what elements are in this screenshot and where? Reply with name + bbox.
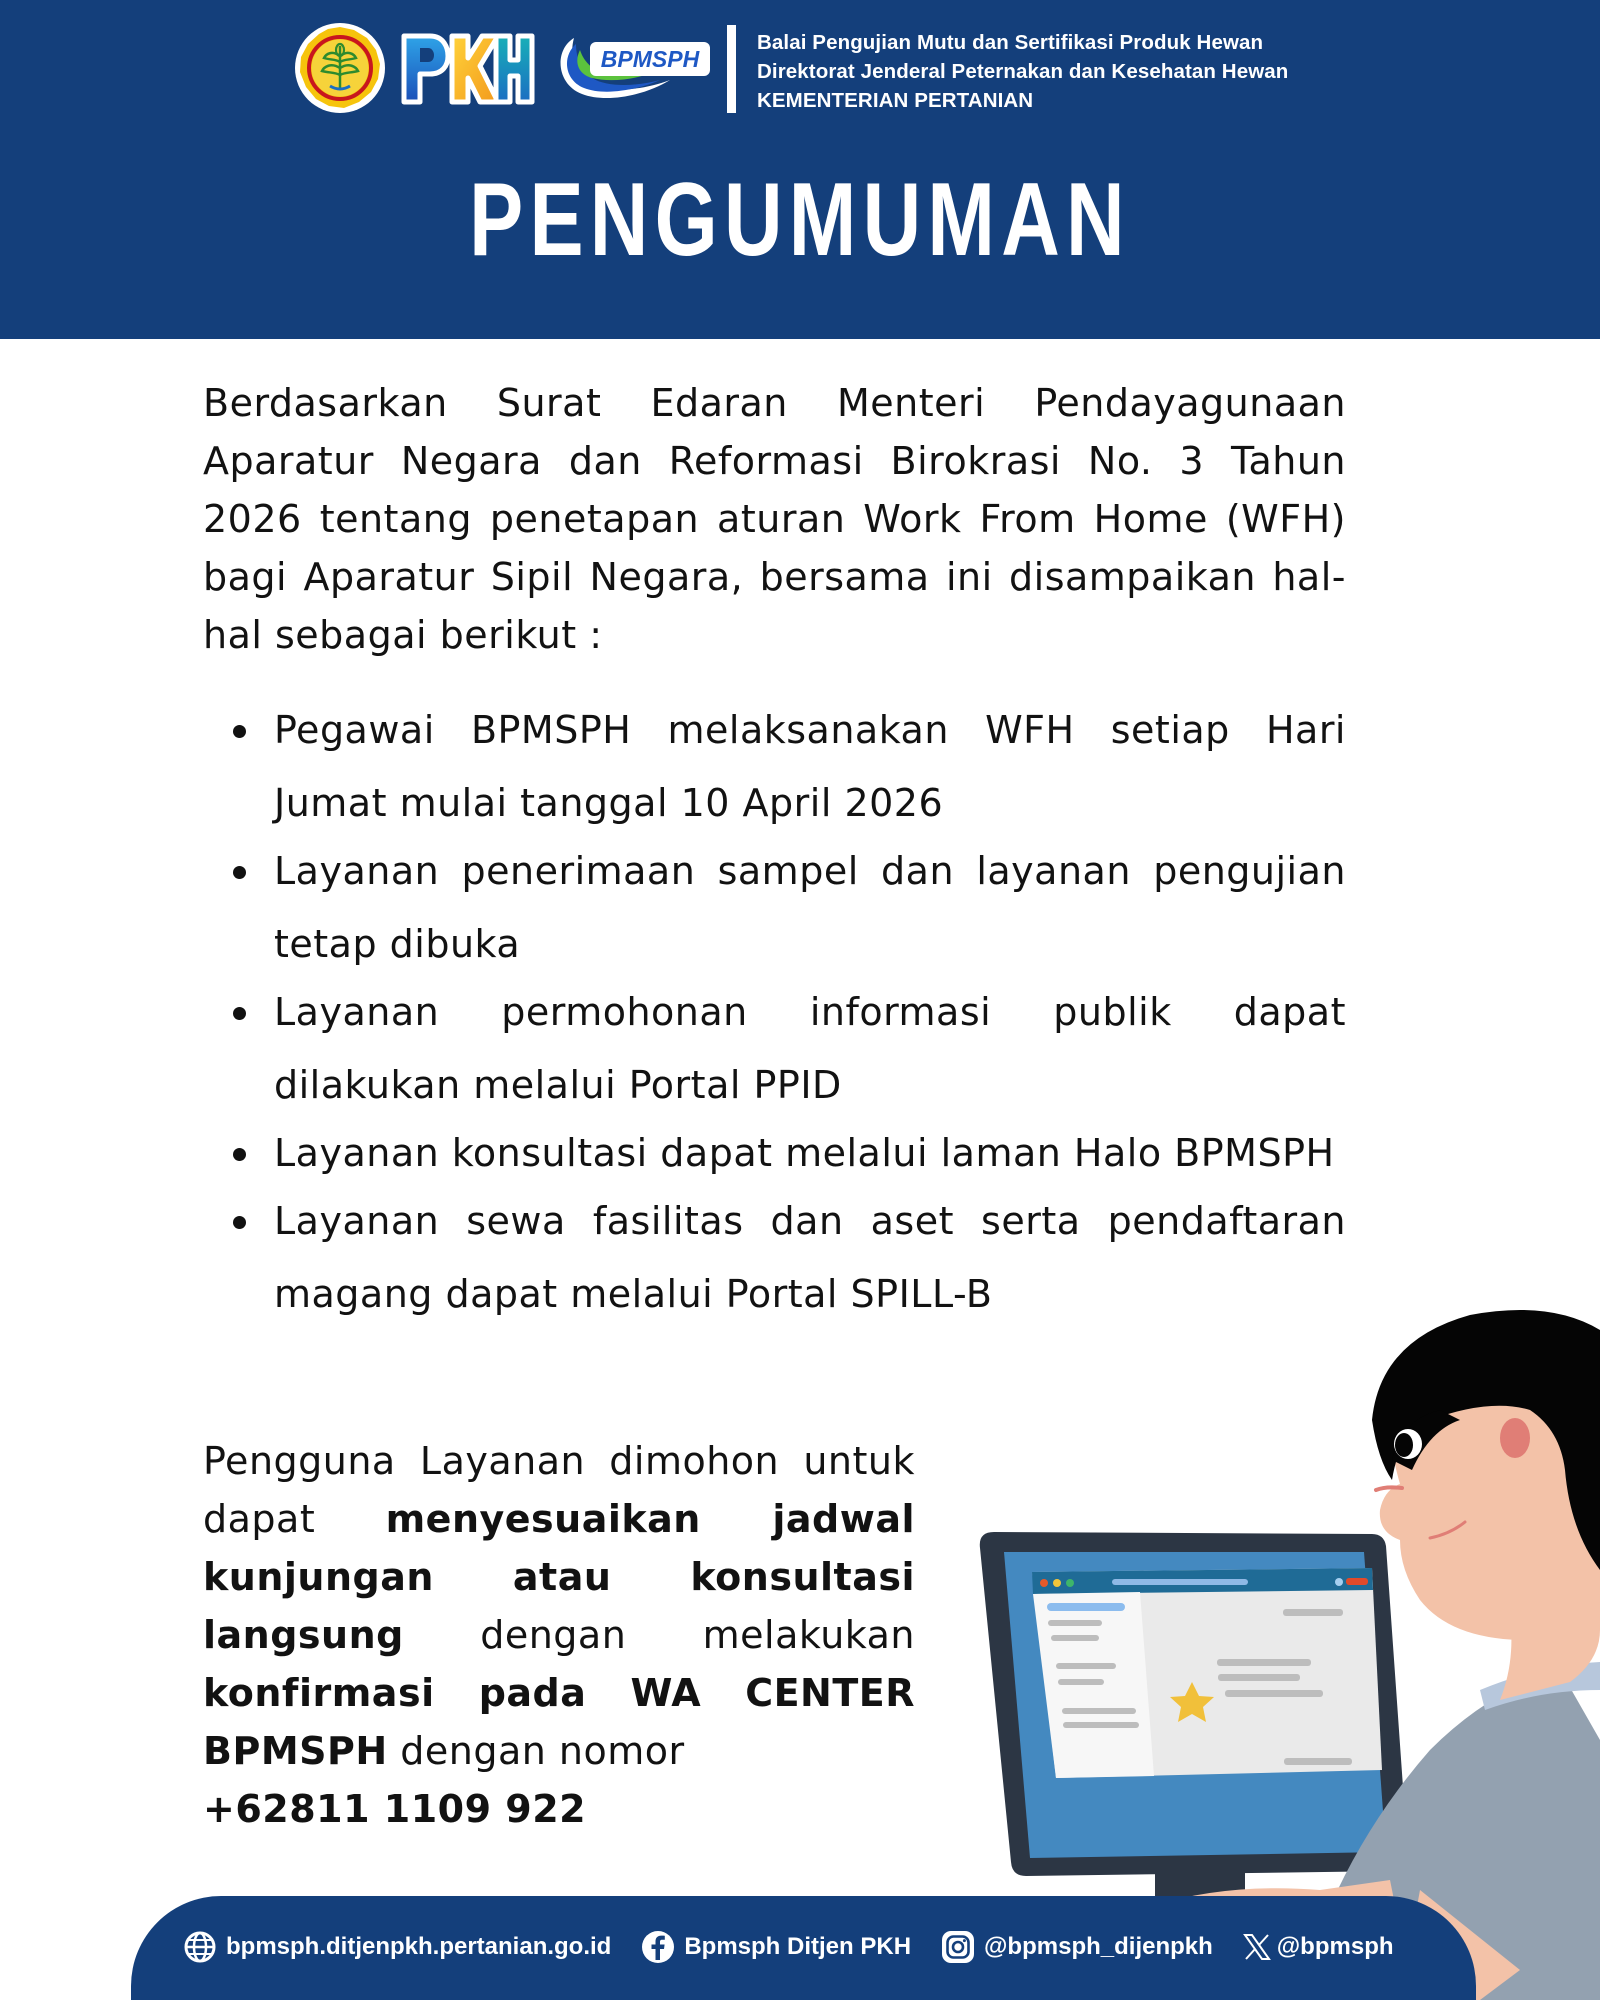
footer-x-link[interactable]: @bpmsph — [1243, 1933, 1394, 1961]
footer-instagram-link[interactable]: @bpmsph_dijenpkh — [941, 1930, 1213, 1964]
footer-website-link[interactable]: bpmsph.ditjenpkh.pertanian.go.id — [183, 1930, 611, 1964]
pkh-logo-icon — [398, 28, 538, 108]
instagram-icon — [941, 1930, 975, 1964]
x-twitter-icon — [1243, 1933, 1271, 1961]
bullet-icon — [233, 1216, 246, 1229]
bullet-icon — [233, 725, 246, 738]
list-item: Layanan penerimaan sampel dan layanan pengujian tetap dibuka — [203, 835, 1346, 981]
organization-name — [757, 28, 1288, 115]
kementerian-pertanian-emblem-icon — [294, 22, 386, 114]
list-item: Layanan konsultasi dapat melalui laman Halo BPMSPH — [203, 1117, 1346, 1190]
facebook-icon — [641, 1930, 675, 1964]
header-banner — [0, 0, 1600, 339]
svg-text:BPMSPH: BPMSPH — [600, 46, 700, 72]
logo-row — [294, 18, 712, 118]
list-item: Pegawai BPMSPH melaksanakan WFH setiap Hari Jumat mulai tanggal 10 April 2026 — [203, 694, 1346, 840]
org-line-direktorat: Direktorat Jenderal Peternakan dan Kesehatan Hewan — [757, 60, 1289, 83]
bullet-icon — [233, 1148, 246, 1161]
page-title: PENGUMUMAN — [469, 162, 1131, 278]
header-divider — [727, 25, 736, 113]
person-at-monitor-illustration — [960, 1270, 1600, 2000]
emphasis-wa-center: konfirmasi pada WA CENTER BPMSPH — [203, 1671, 915, 1773]
social-links — [183, 1930, 1394, 1964]
footer-facebook-link[interactable]: Bpmsph Ditjen PKH — [641, 1930, 911, 1964]
bpmsph-logo-icon — [552, 28, 712, 108]
list-item: Layanan permohonan informasi publik dapat dilakukan melalui Portal PPID — [203, 976, 1346, 1122]
footer-bar — [131, 1896, 1476, 2000]
contact-paragraph: Pengguna Layanan dimohon untuk dapat menyesuaikan jadwal kunjungan atau konsultasi langsung dengan melakukan konfirmasi pada WA CENTER BPMSPH dengan nomor +62811 1109 922 — [203, 1432, 915, 1838]
org-line-balai: Balai Pengujian Mutu dan Sertifikasi Produk Hewan — [757, 31, 1264, 54]
wa-phone-number: +62811 1109 922 — [203, 1787, 587, 1831]
bullet-icon — [233, 1007, 246, 1020]
globe-icon — [183, 1930, 217, 1964]
org-line-kementerian: KEMENTERIAN PERTANIAN — [757, 89, 1034, 112]
list-item: Layanan sewa fasilitas dan aset serta pendaftaran magang dapat melalui Portal SPILL-B — [203, 1185, 1346, 1331]
intro-paragraph: Berdasarkan Surat Edaran Menteri Pendayagunaan Aparatur Negara dan Reformasi Birokrasi No. 3 Tahun 2026 tentang penetapan aturan Work From Home (WFH) bagi Aparatur Sipil Negara, bersama ini disampaikan hal-hal sebagai berikut : — [203, 381, 1346, 657]
emphasis-schedule: menyesuaikan jadwal kunjungan atau konsultasi langsung — [203, 1497, 915, 1657]
bullet-icon — [233, 866, 246, 879]
announcement-list — [203, 694, 1346, 1326]
